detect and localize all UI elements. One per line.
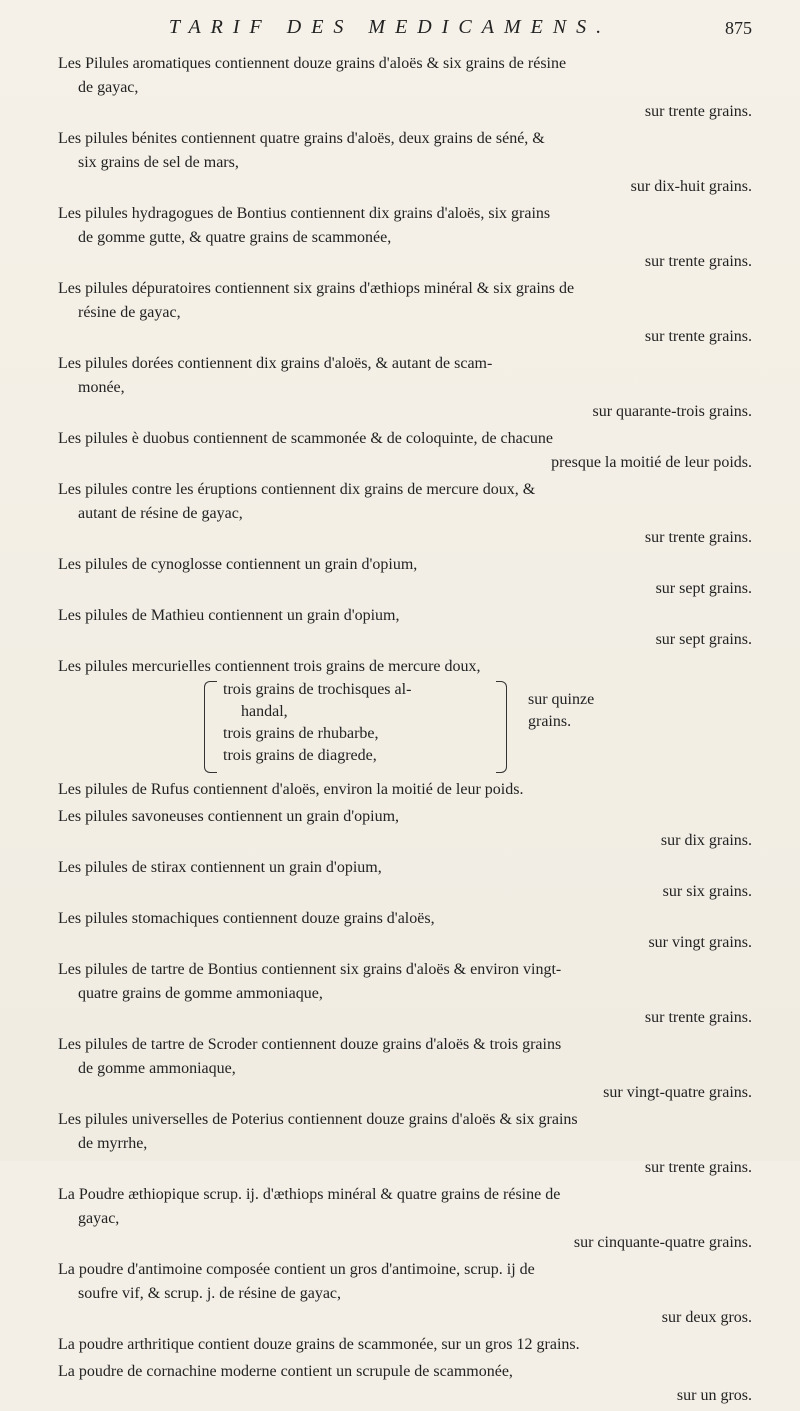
entry-line: Les pilules de tartre de Bontius contiennent six grains d'aloës & environ vingt-: [58, 961, 562, 978]
entry-line: monée,: [78, 379, 125, 396]
tariff-entry: [58, 958, 758, 1030]
tariff-entry: [58, 52, 758, 124]
tariff-entry: [58, 1258, 758, 1330]
tariff-entry: [58, 1108, 758, 1180]
bracketed-ingredients: [223, 679, 483, 767]
entry-line: La Poudre æthiopique scrup. ij. d'æthiops minéral & quatre grains de résine de: [58, 1186, 561, 1203]
entry-line: Les Pilules aromatiques contiennent douze grains d'aloës & six grains de résine: [58, 55, 567, 72]
dose-text: sur trente grains.: [644, 1009, 752, 1026]
entry-line: La poudre arthritique contient douze grains de scammonée, sur un gros 12 grains.: [58, 1336, 580, 1353]
entry-line: Les pilules de Rufus contiennent d'aloës, environ la moitié de leur poids.: [58, 781, 524, 798]
tariff-entry: [58, 805, 758, 853]
tariff-entry: [58, 1183, 758, 1255]
tariff-list: [58, 52, 758, 1411]
entry-line: Les pilules de stirax contiennent un grain d'opium,: [58, 859, 382, 876]
entry-line: autant de résine de gayac,: [78, 505, 243, 522]
tariff-entry: [58, 1033, 758, 1105]
entry-line: Les pilules de tartre de Scroder contiennent douze grains d'aloës & trois grains: [58, 1036, 562, 1053]
entry-line: Les pilules hydragogues de Bontius contiennent dix grains d'aloës, six grains: [58, 205, 551, 222]
entry-line: soufre vif, & scrup. j. de résine de gayac,: [78, 1285, 342, 1302]
tariff-entry: [58, 1360, 758, 1408]
dose-text: sur vingt grains.: [648, 934, 752, 951]
tariff-entry: [58, 127, 758, 199]
dose-text: sur six grains.: [662, 883, 752, 900]
dose-text: sur sept grains.: [655, 580, 752, 597]
dose-text: sur trente grains.: [644, 328, 752, 345]
entry-line: Les pilules savoneuses contiennent un grain d'opium,: [58, 808, 400, 825]
entry-line: six grains de sel de mars,: [78, 154, 239, 171]
dose-text: sur trente grains.: [644, 529, 752, 546]
tariff-entry: [58, 553, 758, 601]
page-number: 875: [725, 18, 752, 38]
ingredient-line: handal,: [241, 703, 288, 720]
tariff-entry: [58, 604, 758, 652]
dose-text: presque la moitié de leur poids.: [551, 454, 752, 471]
tariff-entry: [58, 856, 758, 904]
entry-line: Les pilules universelles de Poterius contiennent douze grains d'aloës & six grains: [58, 1111, 578, 1128]
entry-line: Les pilules de Mathieu contiennent un grain d'opium,: [58, 607, 400, 624]
dose-text: sur dix grains.: [660, 832, 752, 849]
dose-text: sur trente grains.: [644, 103, 752, 120]
page-header: [0, 16, 800, 40]
tariff-entry: [58, 202, 758, 274]
dose-text: sur quarante-trois grains.: [592, 403, 752, 420]
dose-text: sur cinquante-quatre grains.: [573, 1234, 752, 1251]
dose-text: sur trente grains.: [644, 253, 752, 270]
entry-line: gayac,: [78, 1210, 120, 1227]
dose-text: sur trente grains.: [644, 1159, 752, 1176]
tariff-entry: [58, 778, 758, 802]
entry-line: Les pilules stomachiques contiennent douze grains d'aloës,: [58, 910, 435, 927]
entries-before: [58, 52, 758, 652]
entry-line: La poudre de cornachine moderne contient un scrupule de scammonée,: [58, 1363, 513, 1380]
entry-line: Les pilules de cynoglosse contiennent un grain d'opium,: [58, 556, 418, 573]
entry-line: Les pilules bénites contiennent quatre grains d'aloës, deux grains de séné, &: [58, 130, 545, 147]
tariff-entry: [58, 907, 758, 955]
mercurial-entry: [58, 655, 758, 775]
tariff-entry: [58, 1333, 758, 1357]
dose-text: sur dix-huit grains.: [630, 178, 752, 195]
entry-line: de gayac,: [78, 79, 139, 96]
ingredient-line: trois grains de diagrede,: [223, 747, 377, 764]
entry-line: Les pilules dépuratoires contiennent six grains d'æthiops minéral & six grains de: [58, 280, 575, 297]
tariff-entry: [58, 427, 758, 475]
tariff-entry: [58, 478, 758, 550]
left-brace: [204, 681, 217, 773]
dose-text: sur sept grains.: [655, 631, 752, 648]
dose-text: sur un gros.: [676, 1387, 752, 1404]
entry-line: de myrrhe,: [78, 1135, 148, 1152]
dose-text: sur vingt-quatre grains.: [603, 1084, 752, 1101]
entry-line: résine de gayac,: [78, 304, 181, 321]
entry-line: Les pilules dorées contiennent dix grains d'aloës, & autant de scam-: [58, 355, 493, 372]
entry-line: quatre grains de gomme ammoniaque,: [78, 985, 323, 1002]
entry-line: Les pilules contre les éruptions contiennent dix grains de mercure doux, &: [58, 481, 536, 498]
entry-line: Les pilules è duobus contiennent de scammonée & de coloquinte, de chacune: [58, 430, 553, 447]
ingredient-line: trois grains de rhubarbe,: [223, 725, 379, 742]
entry-line: de gomme gutte, & quatre grains de scammonée,: [78, 229, 392, 246]
entry-line: La poudre d'antimoine composée contient un gros d'antimoine, scrup. ij de: [58, 1261, 535, 1278]
entry-line: de gomme ammoniaque,: [78, 1060, 236, 1077]
tariff-entry: [58, 277, 758, 349]
tariff-entry: [58, 352, 758, 424]
entries-after: [58, 778, 758, 1408]
running-title: TARIF DES MEDICAMENS.: [168, 16, 612, 38]
dose-text: sur quinze grains.: [528, 691, 595, 730]
ingredient-line: trois grains de trochisques al-: [223, 681, 412, 698]
right-brace: [496, 681, 507, 773]
dose-text: sur deux gros.: [661, 1309, 752, 1326]
mercurial-ingredients-group: [58, 679, 758, 775]
entry-line: Les pilules mercurielles contiennent trois grains de mercure doux,: [58, 658, 481, 675]
